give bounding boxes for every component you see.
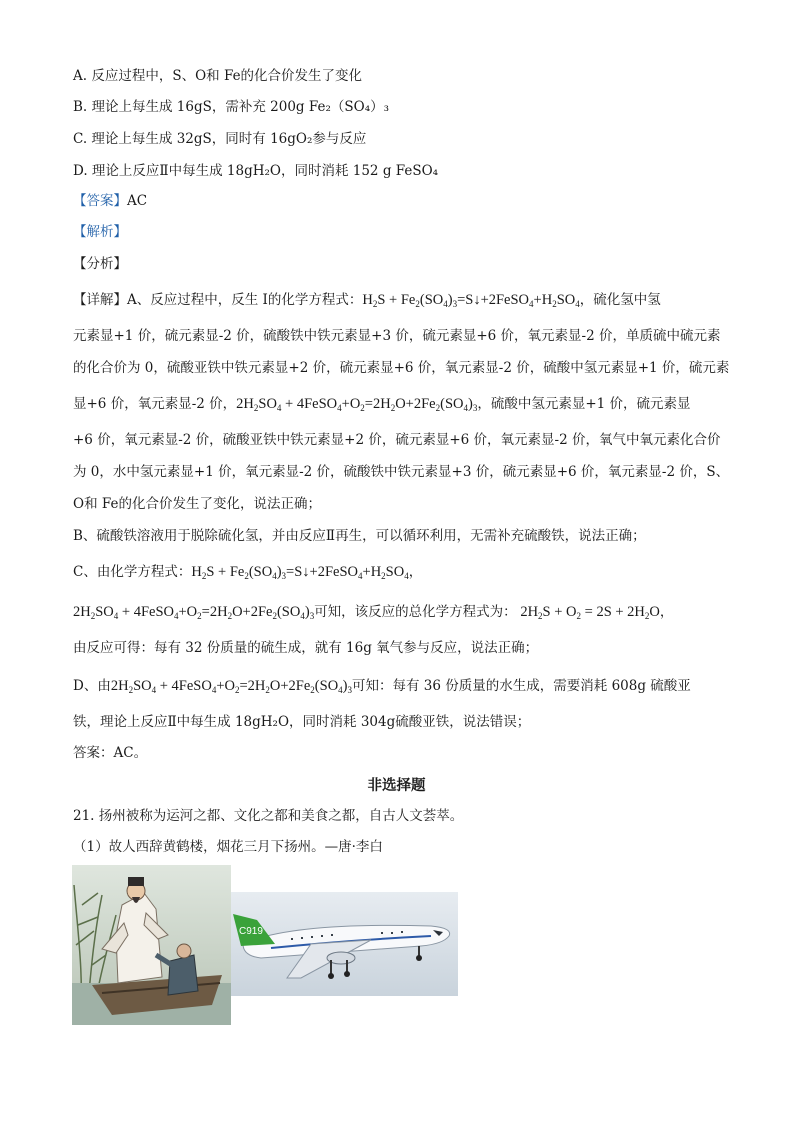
equation-reaction-2: $2H_2SO_4$ + $4FeSO_4+O_2=2H_2O+2Fe_2(SO_4)_3$	[110, 678, 353, 695]
equation-reaction-1: $H_2S$ + $Fe_2(SO_4)_3=S↓+2FeSO_4+H_2SO_4$	[362, 292, 580, 309]
detail-c-line-1: C、由化学方程式：$H_2S$ + $Fe_2(SO_4)_3=S↓+2FeSO_4+H_2SO_4$，	[73, 564, 423, 581]
detail-line-4	[73, 394, 691, 414]
tail-livery-text: C919	[239, 926, 263, 937]
section-title: 非选择题	[367, 777, 426, 794]
detail-text: 可知：每有 36 份质量的水生成，需要消耗 608g 硫酸亚	[352, 678, 691, 694]
equation-reaction-2: $2H_2SO_4$ + $4FeSO_4+O_2=2H_2O+2Fe_2(SO_4)_3$	[236, 396, 478, 413]
detail-c-line-3: 由反应可得：每有 32 份质量的硫生成，就有 16g 氧气参与反应，说法正确；	[73, 640, 539, 656]
fenxi-tag: 【分析】	[73, 256, 127, 272]
detail-line-7: O和 Fe的化合价发生了变化，说法正确；	[73, 496, 321, 512]
detail-text: D、由	[73, 678, 111, 694]
analysis-tag: 【解析】	[73, 224, 127, 240]
detail-line-6: 为 0，水中氢元素显+1 价，氧元素显-2 价，硫酸铁中铁元素显+3 价，硫元素显+6 价，氧元素显-2 价，S、	[73, 464, 730, 480]
libai-boat-illustration	[72, 865, 231, 1025]
detail-tag: 【详解】	[73, 292, 127, 308]
detail-text: 可知，该反应的总化学方程式为：	[314, 604, 517, 620]
detail-line-5: +6 价，氧元素显-2 价，硫酸亚铁中铁元素显+2 价，硫元素显+6 价，氧元素显-2 价，氧气中氧元素化合价	[73, 432, 721, 448]
equation-reaction-2: $2H_2SO_4$ + $4FeSO_4+O_2=2H_2O+2Fe_2(SO_4)_3$	[73, 604, 315, 621]
airplane-drawing	[231, 892, 458, 996]
answer-tag: 【答案】	[73, 193, 127, 209]
detail-text: A、反应过程中，反生 I的化学方程式：	[127, 292, 363, 308]
equation-reaction-1: $H_2S$ + $Fe_2(SO_4)_3=S↓+2FeSO_4+H_2SO_4$	[191, 564, 409, 581]
detail-text: 显+6 价，氧元素显-2 价，	[73, 396, 237, 412]
option-a: A. 反应过程中，S、O和 Fe的化合价发生了变化	[73, 68, 363, 84]
detail-d-line-1	[73, 676, 691, 696]
answer-value: AC	[127, 193, 148, 209]
question-21: 21. 扬州被称为运河之都、文化之都和美食之都，自古人文荟萃。	[73, 808, 464, 824]
detail-line-3: 的化合价为 0，硫酸亚铁中铁元素显+2 价，硫元素显+6 价，氧元素显-2 价，硫酸中氢元素显+1 价，硫元素	[73, 360, 730, 376]
question-21-part-1: （1）故人西辞黄鹤楼，烟花三月下扬州。—唐·李白	[73, 839, 383, 855]
detail-d-line-2: 铁，理论上反应Ⅱ中每生成 18gH₂O，同时消耗 304g硫酸亚铁，说法错误；	[73, 714, 531, 730]
detail-b: B、硫酸铁溶液用于脱除硫化氢，并由反应Ⅱ再生，可以循环利用，无需补充硫酸铁，说法正确；	[73, 528, 646, 544]
detail-c-line-2: $2H_2SO_4$ + $4FeSO_4+O_2=2H_2O+2Fe_2(SO_4)_3$可知，该反应的总化学方程式为： $2H_2S + O_2 = 2S + 2H_2O$，	[73, 604, 674, 621]
libai-boat-drawing	[72, 865, 231, 1025]
detail-line-2: 元素显+1 价，硫元素显-2 价，硫酸铁中铁元素显+3 价，硫元素显+6 价，氧元素显-2 价，单质硫中硫元素	[73, 328, 721, 344]
option-b: B. 理论上每生成 16gS，需补充 200g Fe₂（SO₄）₃	[73, 99, 390, 115]
answer-line	[73, 191, 147, 211]
final-answer: 答案：AC。	[73, 745, 148, 761]
option-d: D. 理论上反应Ⅱ中每生成 18gH₂O，同时消耗 152 g FeSO₄	[73, 163, 439, 179]
detail-text: ，硫化氢中氢	[579, 292, 661, 308]
detail-text: ，硫酸中氢元素显+1 价，硫元素显	[477, 396, 691, 412]
detail-line-1	[73, 290, 661, 310]
equation-total: $2H_2S + O_2 = 2S + 2H_2O$	[516, 604, 660, 621]
detail-text: C、由化学方程式：	[73, 564, 192, 580]
option-c: C. 理论上每生成 32gS，同时有 16gO₂参与反应	[73, 131, 367, 147]
c919-airplane-photo	[231, 892, 458, 996]
